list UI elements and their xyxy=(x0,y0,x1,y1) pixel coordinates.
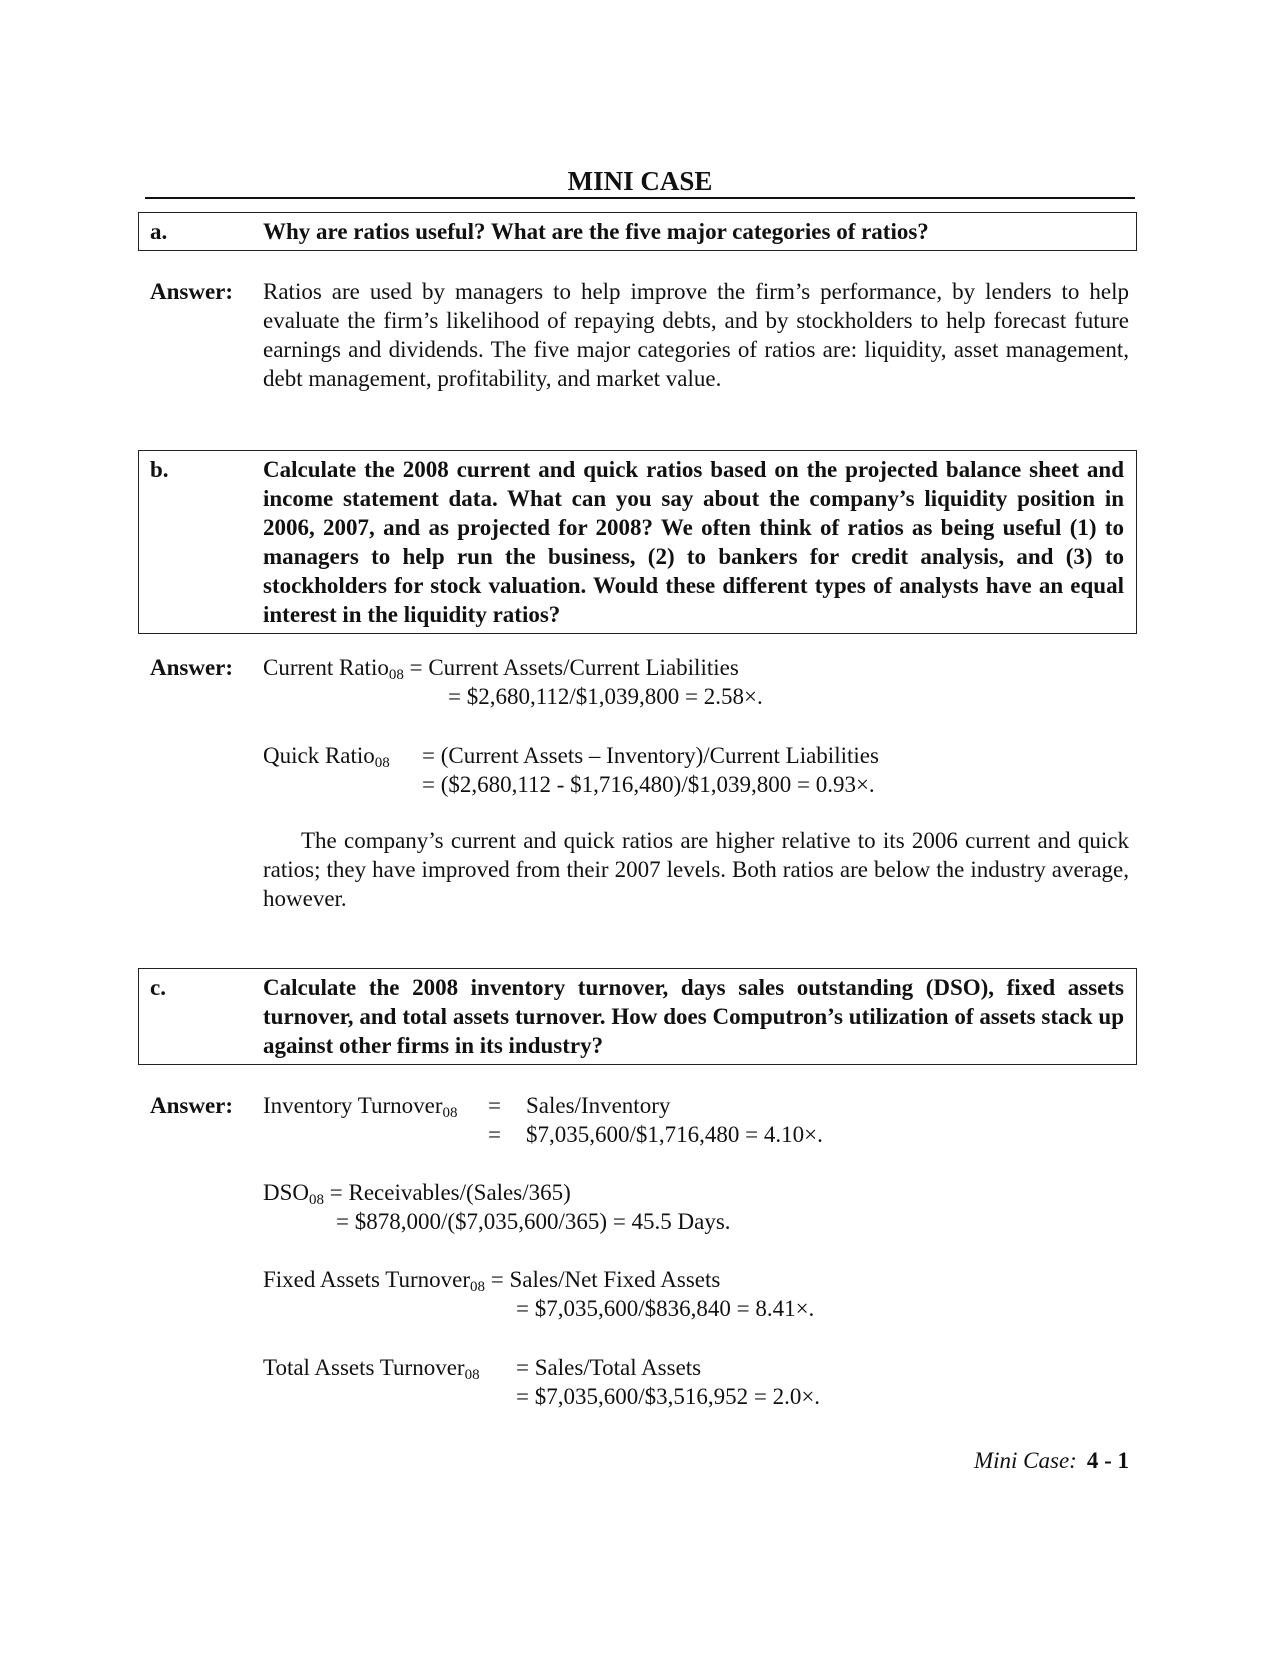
question-b-box xyxy=(138,450,1137,634)
total-assets-turnover-calc: = $7,035,600/$3,516,952 = 2.0×. xyxy=(516,1384,821,1409)
page-number: 4 - 1 xyxy=(1086,1448,1129,1473)
page-title: MINI CASE xyxy=(567,166,713,196)
dso-formula: = Receivables/(Sales/365) xyxy=(329,1180,571,1205)
total-assets-turnover-line xyxy=(263,1353,480,1390)
total-assets-turnover-name: Total Assets Turnover xyxy=(263,1355,465,1380)
answer-a-label: Answer: xyxy=(150,279,234,304)
quick-ratio-line xyxy=(263,741,390,778)
fixed-assets-turnover-name: Fixed Assets Turnover xyxy=(263,1267,471,1292)
quick-ratio-subscript: 08 xyxy=(374,755,390,771)
current-ratio-calc: = $2,680,112/$1,039,800 = 2.58×. xyxy=(448,684,763,709)
current-ratio-subscript: 08 xyxy=(388,667,404,683)
inventory-turnover-calc: $7,035,600/$1,716,480 = 4.10×. xyxy=(526,1122,823,1147)
question-a-text: Why are ratios useful? What are the five major categories of ratios? xyxy=(263,219,929,244)
inventory-turnover-equals-2: = xyxy=(488,1122,501,1147)
question-c-text: Calculate the 2008 inventory turnover, days sales outstanding (DSO), fixed assets turnover, and total assets turnover. How does Computron’s utilization of assets stack up against other firms in its industry? xyxy=(263,975,1124,1058)
answer-b-label: Answer: xyxy=(150,655,234,680)
total-assets-turnover-formula: = Sales/Total Assets xyxy=(516,1355,702,1380)
inventory-turnover-subscript: 08 xyxy=(442,1105,458,1121)
page-footer xyxy=(974,1448,1129,1474)
quick-ratio-calc: = ($2,680,112 - $1,716,480)/$1,039,800 = 0.93×. xyxy=(422,772,875,797)
fixed-assets-turnover-formula: = Sales/Net Fixed Assets xyxy=(490,1267,721,1292)
question-b-text: Calculate the 2008 current and quick ratios based on the projected balance sheet and income statement data. What can you say about the company’s liquidity position in 2006, 2007, and as projected for 2008? We often think of ratios as being useful (1) to managers to help run the business, (2) to bankers for credit analysis, and (3) to stockholders for stock valuation. Would these different types of analysts have an equal interest in the liquidity ratios? xyxy=(263,457,1124,627)
dso-name: DSO xyxy=(263,1180,310,1205)
question-a-letter: a. xyxy=(150,219,168,244)
inventory-turnover-formula: Sales/Inventory xyxy=(526,1093,671,1118)
question-a-box xyxy=(138,212,1137,251)
answer-c-label: Answer: xyxy=(150,1093,234,1118)
answer-b-discussion: The company’s current and quick ratios are higher relative to its 2006 current and quick ratios; they have improved from their 2007 levels. Both ratios are below the industry average, however. xyxy=(263,828,1129,911)
quick-ratio-formula: = (Current Assets – Inventory)/Current Liabilities xyxy=(422,743,879,768)
dso-calc: = $878,000/($7,035,600/365) = 45.5 Days. xyxy=(336,1209,731,1234)
inventory-turnover-name: Inventory Turnover xyxy=(263,1093,443,1118)
title-divider xyxy=(145,197,1135,199)
current-ratio-formula: = Current Assets/Current Liabilities xyxy=(409,655,739,680)
question-b-letter: b. xyxy=(150,457,169,482)
total-assets-turnover-subscript: 08 xyxy=(464,1367,480,1383)
current-ratio-name: Current Ratio xyxy=(263,655,389,680)
quick-ratio-name: Quick Ratio xyxy=(263,743,375,768)
dso-subscript: 08 xyxy=(309,1192,325,1208)
inventory-turnover-equals: = xyxy=(488,1093,501,1118)
footer-label: Mini Case: xyxy=(973,1448,1077,1473)
inventory-turnover-line xyxy=(263,1091,458,1128)
fixed-assets-turnover-calc: = $7,035,600/$836,840 = 8.41×. xyxy=(516,1296,815,1321)
question-c-letter: c. xyxy=(150,975,166,1000)
question-c-box xyxy=(138,968,1137,1065)
answer-a-text: Ratios are used by managers to help improve the firm’s performance, by lenders to help evaluate the firm’s likelihood of repaying debts, and by stockholders to help forecast future earnings and dividends. The five major categories of ratios are: liquidity, asset management, debt management, profitability, and market value. xyxy=(263,279,1129,391)
fixed-assets-turnover-subscript: 08 xyxy=(470,1279,486,1295)
